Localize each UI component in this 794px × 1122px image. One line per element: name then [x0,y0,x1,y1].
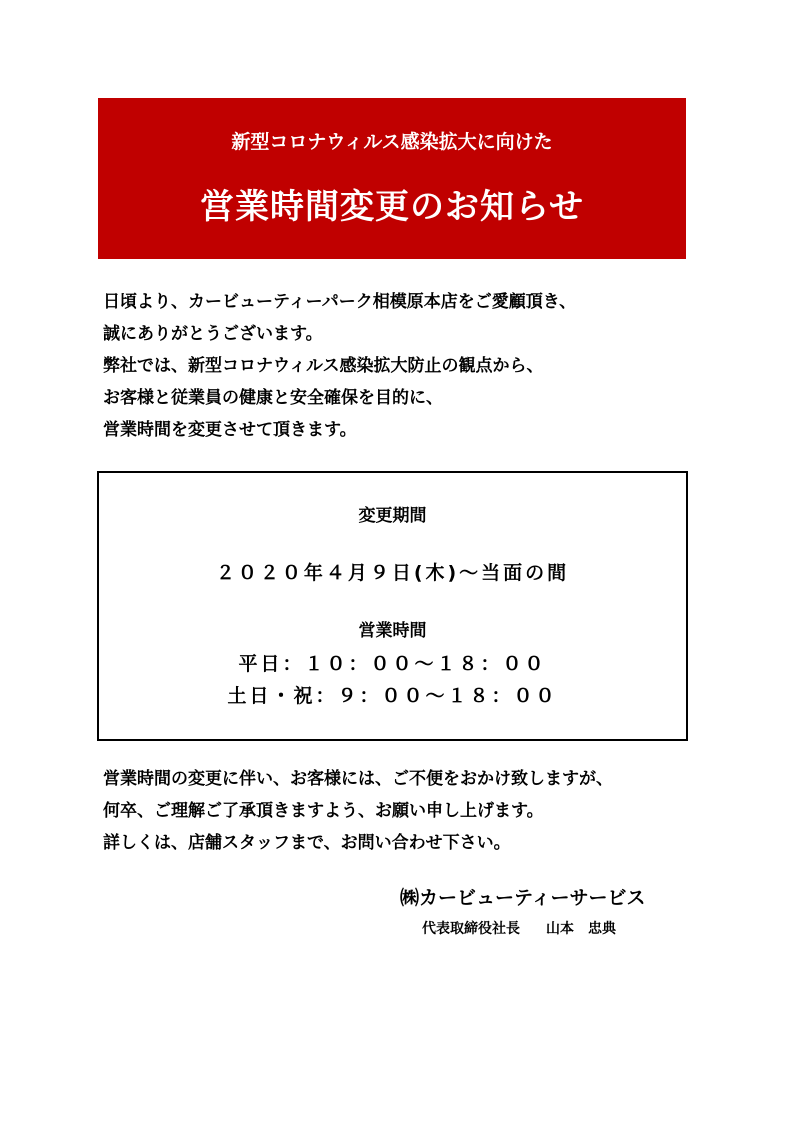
schedule-box [97,471,688,741]
notice-banner [98,98,686,259]
intro-line: お客様と従業員の健康と安全確保を目的に、 [103,388,443,408]
weekday-hours: 平日：１０：００～１８：００ [238,653,547,675]
company-name: ㈱カービューティーサービス [400,887,646,909]
hours-heading: 営業時間 [358,621,427,641]
intro-line: 営業時間を変更させて頂きます。 [103,420,357,440]
closing-paragraph [103,763,703,859]
intro-paragraph [103,286,703,446]
signer-block [422,918,616,940]
intro-line: 誠にありがとうございます。 [103,324,323,344]
banner-subtitle: 新型コロナウィルス感染拡大に向けた [231,131,553,153]
notice-title: 営業時間変更のお知らせ [200,187,584,227]
signer-name: 山本 忠典 [546,921,616,937]
signer-title: 代表取締役社長 [422,921,520,937]
intro-line: 弊社では、新型コロナウィルス感染拡大防止の観点から、 [103,356,544,376]
period-value: ２０２０年４月９日(木)～当面の間 [215,562,570,584]
closing-line: 詳しくは、店舗スタッフまで、お問い合わせ下さい。 [103,833,511,853]
period-heading: 変更期間 [358,506,427,526]
weekend-hours: 土日・祝：９：００～１８：００ [227,685,558,707]
closing-line: 営業時間の変更に伴い、お客様には、ご不便をおかけ致しますが、 [103,769,613,789]
intro-line: 日頃より、カービューティーパーク相模原本店をご愛顧頂き、 [103,292,577,312]
closing-line: 何卒、ご理解ご了承頂きますよう、お願い申し上げます。 [103,801,544,821]
